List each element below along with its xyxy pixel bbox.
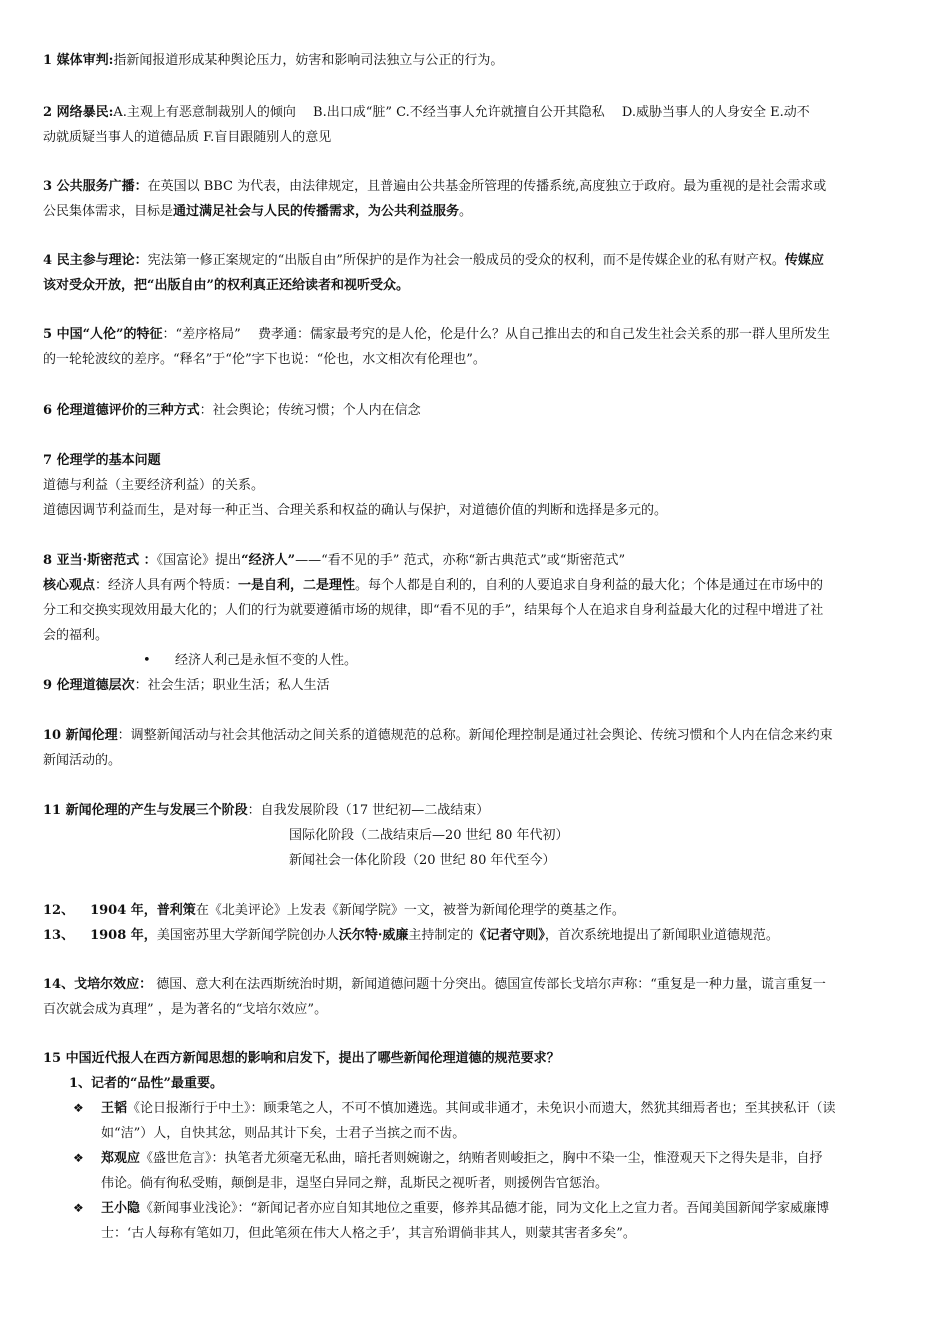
item-6-term: 6 伦理道德评价的三种方式	[43, 403, 200, 418]
item-9-text: ：社会生活；职业生活；私人生活	[134, 678, 330, 693]
quote-line2: 伟论。倘有徇私受贿，颠倒是非，逞坚白异同之辩，乱斯民之视听者，则援例告官惩治。	[101, 1176, 609, 1191]
item-8-line2b: 一是自利，二是理性	[238, 578, 356, 593]
item-4-line1a: 宪法第一修正案规定的“出版自由”所保护的是作为社会一般成员的受众的权利，而不是传媒企业的私有财产权。	[147, 253, 785, 268]
item-10	[43, 723, 909, 773]
item-7-term: 7 伦理学的基本问题	[43, 453, 161, 468]
item-11-line1: ：自我发展阶段（17 世纪初—二战结束）	[247, 803, 490, 818]
item-7-line2: 道德因调节利益而生，是对每一种正当、合理关系和权益的确认与保护，对道德价值的判断和选择是多元的。	[43, 503, 668, 518]
item-8-bullet-text: 经济人利己是永恒不变的人性。	[175, 653, 358, 668]
item-8	[43, 548, 909, 673]
item-5	[43, 322, 909, 372]
quote-author: 王小隐	[101, 1201, 141, 1216]
diamond-bullet-icon: ❖	[73, 1201, 84, 1215]
item-1-term: 1 媒体审判:	[43, 53, 114, 68]
item-8-line1b: “经济人”	[241, 553, 296, 568]
item-6-text: ：社会舆论；传统习惯；个人内在信念	[199, 403, 421, 418]
item-3	[43, 174, 909, 224]
quote-line2: 如“洁”）人，自快其忿，则品其计下矣，士君子当摈之而不齿。	[101, 1126, 466, 1141]
item-12-num: 12、	[43, 903, 75, 918]
item-13-text-c: ，首次系统地提出了新闻职业道德规范。	[544, 928, 779, 943]
item-6	[43, 398, 909, 423]
item-2-line1: A.主观上有恶意制裁别人的倾向 B.出口成“脏” C.不经当事人允许就擅自公开其隐私 D.威胁当事人的人身安全 E.动不	[113, 105, 810, 120]
item-13-text-b: 主持制定的	[408, 928, 474, 943]
item-15-sub1: 1、记者的“品性”最重要。	[69, 1076, 224, 1091]
item-4	[43, 248, 909, 298]
item-2-line2: 动就质疑当事人的道德品质 F.盲目跟随别人的意见	[43, 130, 332, 145]
item-8-line3: 分工和交换实现效用最大化的；人们的行为就要遵循市场的规律，即“看不见的手”，结果每个人在追求自身利益最大化的过程中增进了社	[43, 603, 824, 618]
item-7-line1: 道德与利益（主要经济利益）的关系。	[43, 478, 265, 493]
quote-wang-tao	[43, 1096, 909, 1146]
item-9	[43, 673, 909, 698]
item-14-line2: 百次就会成为真理” ，是为著名的“戈培尔效应”。	[43, 1002, 328, 1017]
item-8-line2c: 。每个人都是自利的，自利的人要追求自身利益的最大化；个体是通过在市场中的	[355, 578, 824, 593]
item-8-line4: 会的福利。	[43, 628, 109, 643]
quote-line2: 士：‘古人每称有笔如刀，但此笔须在伟大人格之手’，其言殆谓倘非其人，则蒙其害者多矣”。	[101, 1226, 636, 1241]
item-3-term: 3 公共服务广播：	[43, 179, 148, 194]
item-10-line1: ：调整新闻活动与社会其他活动之间关系的道德规范的总称。新闻伦理控制是通过社会舆论、传统习惯和个人内在信念来约束	[117, 728, 833, 743]
item-14	[43, 972, 909, 1022]
item-4-line2: 该对受众开放，把“出版自由”的权利真正还给读者和视听受众。	[43, 278, 409, 293]
item-2	[43, 100, 909, 150]
item-13-text-a: 美国密苏里大学新闻学院创办人	[156, 928, 339, 943]
item-8-line2a: ：经济人具有两个特质：	[95, 578, 239, 593]
item-13-num: 13、	[43, 928, 75, 943]
quote-author: 郑观应	[101, 1151, 141, 1166]
item-11-line2: 国际化阶段（二战结束后—20 世纪 80 年代初）	[289, 828, 569, 843]
item-10-term: 10 新闻伦理	[43, 728, 118, 743]
item-15-title: 15 中国近代报人在西方新闻思想的影响和启发下，提出了哪些新闻伦理道德的规范要求？	[43, 1051, 560, 1066]
quote-line1: 《论日报渐行于中土》：顾秉笔之人，不可不慎加遴选。其间或非通才，未免识小而遗大，然犹其细焉者也；至其挟私讦（读	[127, 1101, 836, 1116]
item-3-line2b: 通过满足社会与人民的传播需求，为公共利益服务	[173, 204, 460, 219]
item-11-line3: 新闻社会一体化阶段（20 世纪 80 年代至今）	[289, 853, 556, 868]
item-11-term: 11 新闻伦理的产生与发展三个阶段	[43, 803, 248, 818]
quote-author: 王韬	[101, 1101, 128, 1116]
item-1-text: 指新闻报道形成某种舆论压力，妨害和影响司法独立与公正的行为。	[113, 53, 504, 68]
item-3-line2a: 公民集体需求，目标是	[43, 204, 174, 219]
item-12-year: 1904 年，普利策	[90, 903, 196, 918]
item-2-term: 2 网络暴民:	[43, 105, 114, 120]
quote-zheng-guanying	[43, 1146, 909, 1196]
item-5-line2: 的一轮轮波纹的差序。“释名”于“伦”字下也说：“伦也，水文相次有伦理也”。	[43, 352, 486, 367]
item-3-line2c: 。	[459, 204, 473, 219]
quote-line1: 《新闻事业浅论》：“新闻记者亦应自知其地位之重要，修养其品德才能，同为文化上之宣力者。吾闻美国新闻学家威廉博	[140, 1201, 830, 1216]
item-14-line1: 德国、意大利在法西斯统治时期，新闻道德问题十分突出。德国宣传部长戈培尔声称：“重复是一种力量，谎言重复一	[152, 977, 826, 992]
item-13-name: 沃尔特·威廉	[338, 928, 409, 943]
item-3-line1: 在英国以 BBC 为代表，由法律规定，且普遍由公共基金所管理的传播系统,高度独立于政府。最为重视的是社会需求或	[147, 179, 827, 194]
item-8-term: 8 亚当·斯密范式 ：	[43, 553, 157, 568]
item-13-year: 1908 年，	[90, 928, 157, 943]
item-14-term: 14、戈培尔效应：	[43, 977, 153, 992]
item-4-line1b: 传媒应	[784, 253, 824, 268]
diamond-bullet-icon: ❖	[73, 1101, 84, 1115]
item-4-term: 4 民主参与理论：	[43, 253, 148, 268]
diamond-bullet-icon: ❖	[73, 1151, 84, 1165]
item-12-text: 在《北美评论》上发表《新闻学院》一文，被誉为新闻伦理学的奠基之作。	[195, 903, 625, 918]
quote-line1: 《盛世危言》：执笔者尤须毫无私曲，暗托者则婉谢之，纳贿者则峻拒之，胸中不染一尘，惟澄观天下之得失是非，自抒	[140, 1151, 823, 1166]
item-8-line1a: 《国富论》提出	[156, 553, 242, 568]
item-12-13	[43, 898, 909, 948]
item-7	[43, 448, 909, 523]
item-11	[43, 798, 909, 873]
item-8-line1c: ——“看不见的手” 范式，亦称“新古典范式”或“斯密范式”	[295, 553, 626, 568]
item-9-term: 9 伦理道德层次	[43, 678, 135, 693]
quote-wang-xiaoyin	[43, 1196, 909, 1246]
item-1	[43, 48, 909, 73]
item-5-line1: ：“差序格局” 费孝通：儒家最考究的是人伦，伦是什么？从自己推出去的和自己发生社会关系的那一群人里所发生	[162, 327, 830, 342]
item-10-line2: 新闻活动的。	[43, 753, 122, 768]
item-15	[43, 1046, 909, 1246]
item-13-book: 《记者守则》	[473, 928, 545, 943]
item-5-term: 5 中国“人伦”的特征	[43, 327, 163, 342]
bullet-icon: •	[143, 653, 151, 668]
item-8-core-term: 核心观点	[43, 578, 96, 593]
